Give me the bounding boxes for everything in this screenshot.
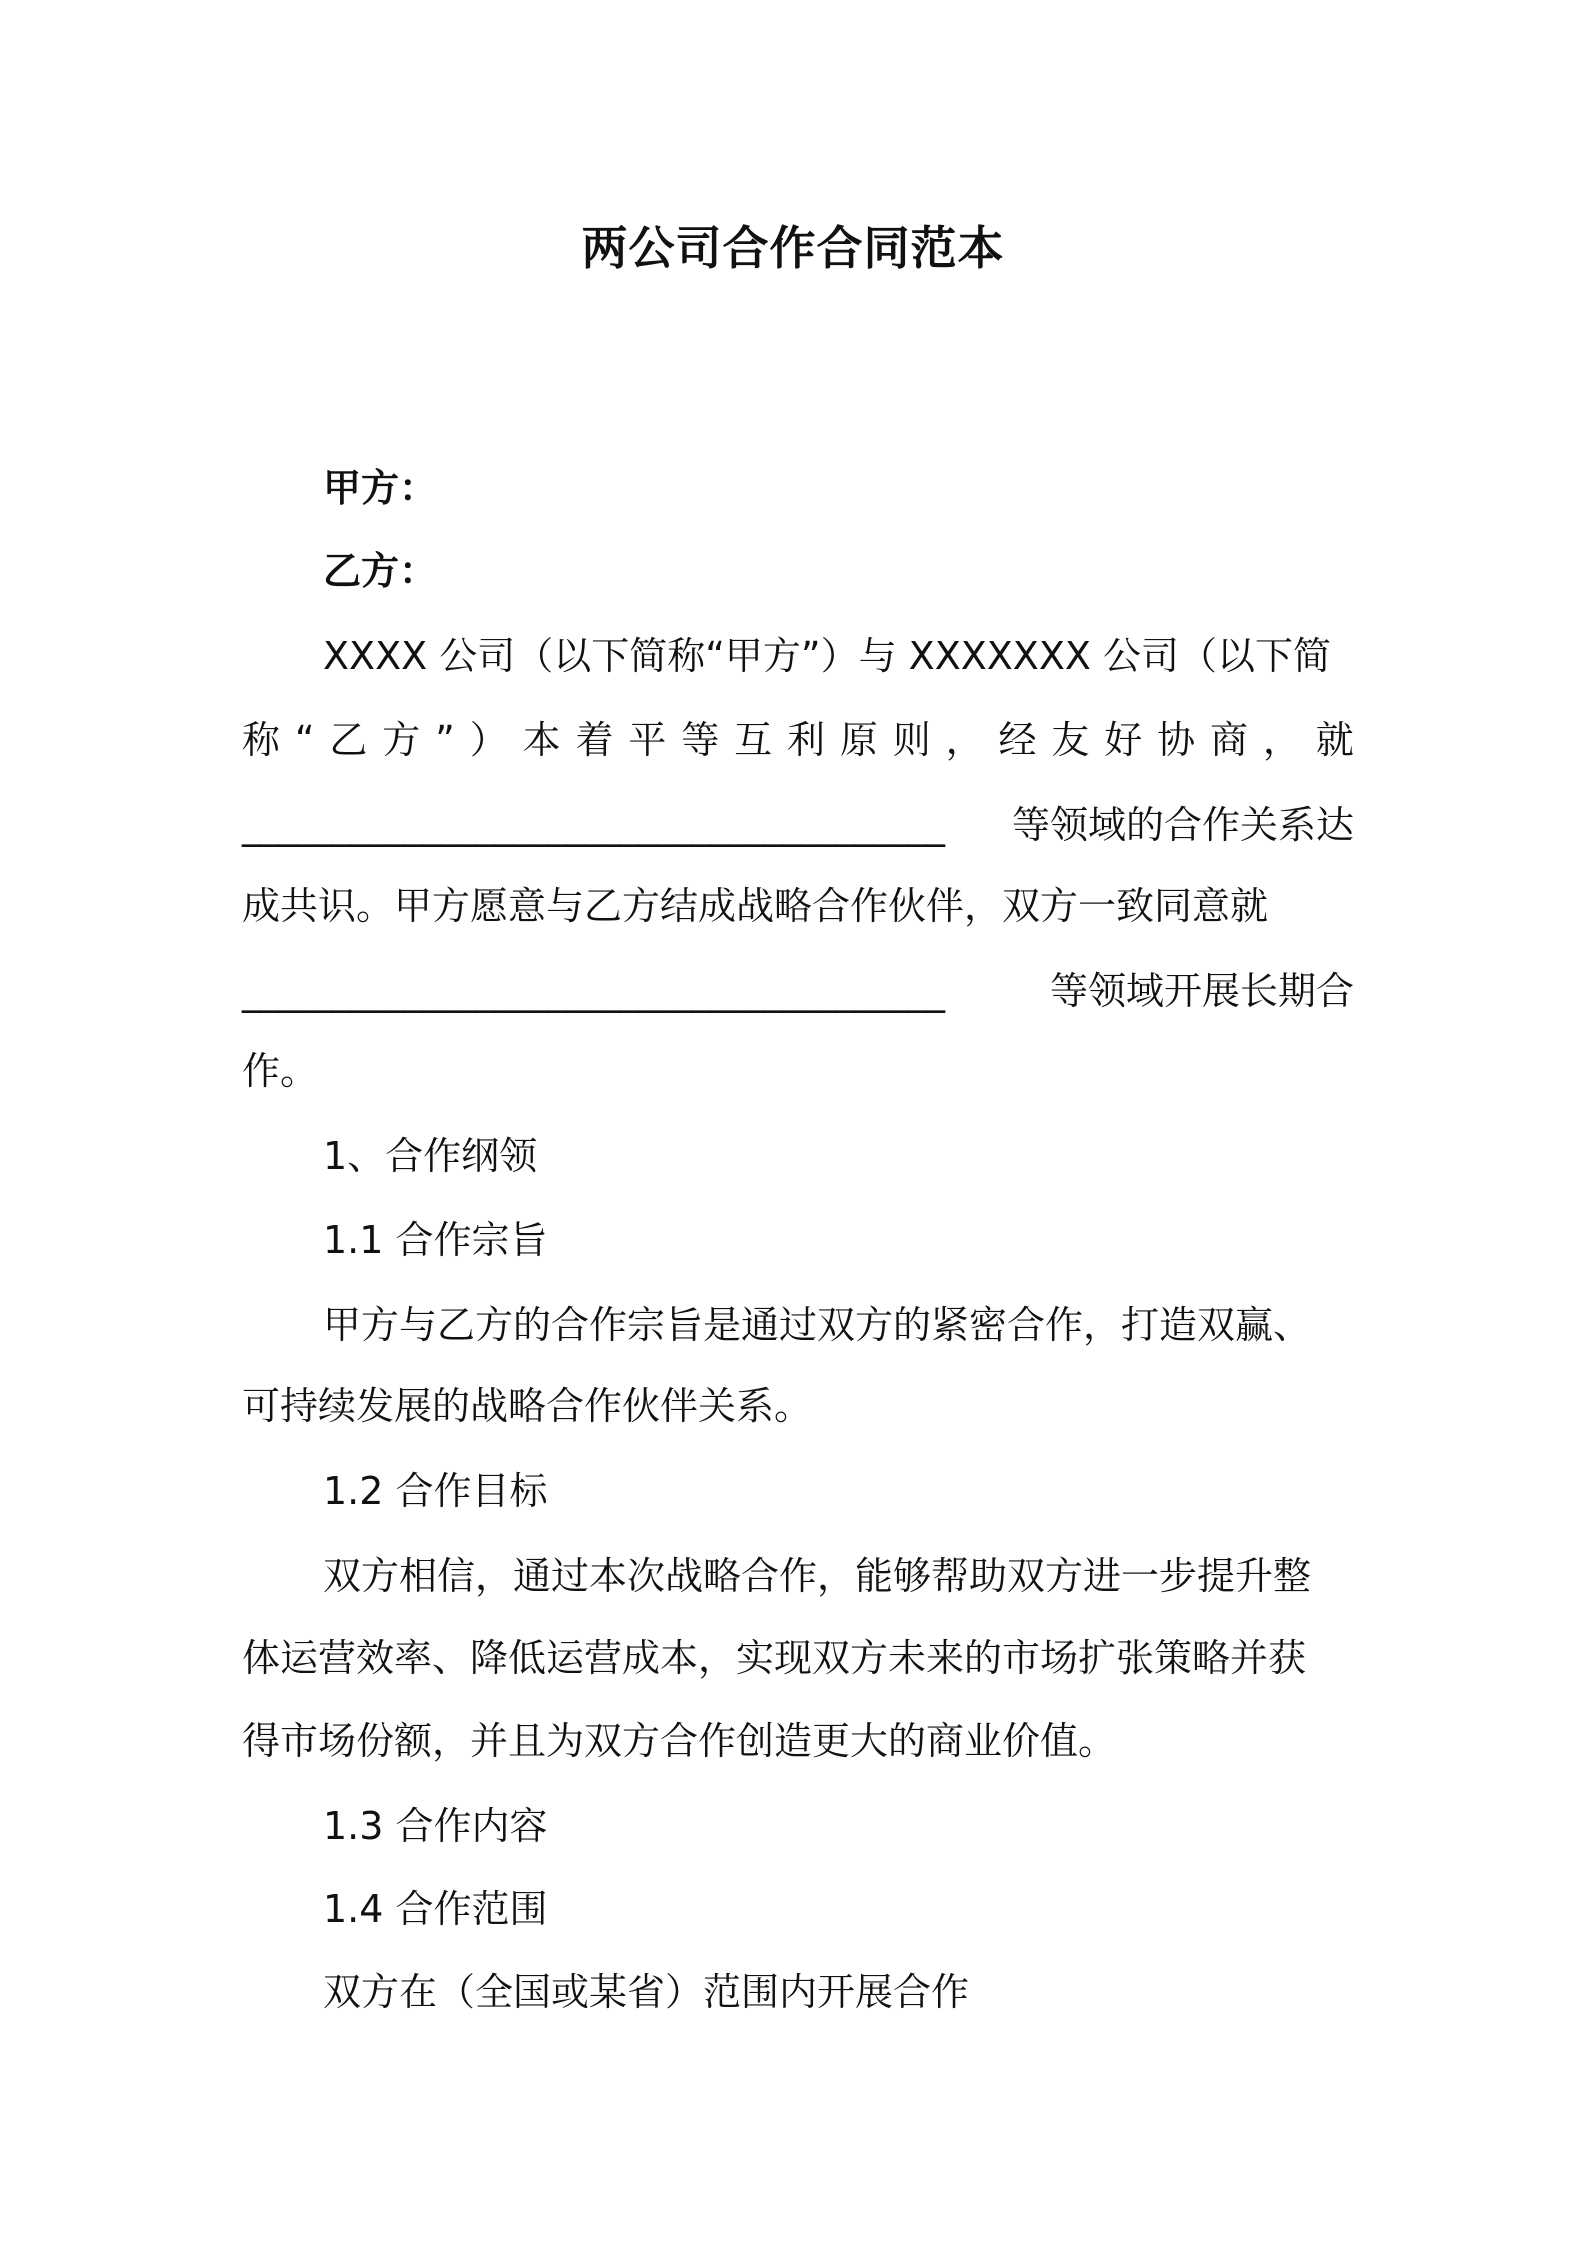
justified-char: 方 bbox=[382, 718, 421, 762]
party-b-label: 乙方： bbox=[323, 549, 438, 593]
justified-char: 平 bbox=[628, 718, 667, 762]
justified-char: 本 bbox=[522, 718, 561, 762]
justified-char: ， bbox=[945, 718, 984, 762]
section-1-1-para-line-1: 甲方与乙方的合作宗旨是通过双方的紧密合作，打造双赢、 bbox=[323, 1303, 1312, 1347]
justified-char: 协 bbox=[1157, 718, 1196, 762]
section-1-2-para-line-1: 双方相信，通过本次战略合作，能够帮助双方进一步提升整 bbox=[323, 1554, 1312, 1598]
section-1-2-heading: 1.2 合作目标 bbox=[323, 1469, 548, 1513]
justified-char: “ bbox=[294, 718, 315, 762]
section-1-1-para-line-2: 可持续发展的战略合作伙伴关系。 bbox=[242, 1384, 813, 1428]
fill-in-blank-1: _______________________________________ bbox=[242, 803, 944, 847]
intro-line-4: 成共识。甲方愿意与乙方结成战略合作伙伴，双方一致同意就 bbox=[242, 884, 1269, 928]
section-1-2-para-line-3: 得市场份额，并且为双方合作创造更大的商业价值。 bbox=[242, 1719, 1117, 1763]
justified-char: 则 bbox=[892, 718, 931, 762]
party-a-label: 甲方： bbox=[323, 466, 438, 510]
document-title: 两公司合作合同范本 bbox=[581, 221, 1005, 275]
justified-char: 就 bbox=[1315, 718, 1354, 762]
intro-line-1: XXXX 公司（以下简称“甲方”）与 XXXXXXX 公司（以下简 bbox=[323, 634, 1331, 678]
justified-char: ” bbox=[435, 718, 455, 762]
justified-char: 等 bbox=[681, 718, 720, 762]
justified-char: 友 bbox=[1051, 718, 1090, 762]
section-1-heading: 1、合作纲领 bbox=[323, 1134, 538, 1178]
justified-char: 好 bbox=[1104, 718, 1143, 762]
justified-char: 原 bbox=[839, 718, 878, 762]
intro-line-5-text: 等领域开展长期合 bbox=[1049, 969, 1354, 1013]
justified-char: 商 bbox=[1209, 718, 1248, 762]
section-1-3-heading: 1.3 合作内容 bbox=[323, 1804, 548, 1848]
section-1-2-para-line-2: 体运营效率、降低运营成本，实现双方未来的市场扩张策略并获 bbox=[242, 1636, 1307, 1680]
fill-in-blank-2: _______________________________________ bbox=[242, 969, 944, 1013]
section-1-1-heading: 1.1 合作宗旨 bbox=[323, 1218, 548, 1262]
justified-char: ） bbox=[469, 718, 508, 762]
section-1-4-para-line-1: 双方在（全国或某省）范围内开展合作 bbox=[323, 1970, 970, 2014]
intro-line-6: 作。 bbox=[242, 1049, 319, 1093]
intro-line-3 bbox=[242, 799, 1354, 851]
justified-char: 乙 bbox=[329, 718, 368, 762]
intro-line-2 bbox=[242, 714, 1354, 766]
justified-char: 称 bbox=[242, 718, 281, 762]
intro-line-3-text: 等领域的合作关系达 bbox=[1011, 803, 1354, 847]
section-1-4-heading: 1.4 合作范围 bbox=[323, 1887, 548, 1931]
intro-line-5 bbox=[242, 965, 1354, 1017]
justified-char: 经 bbox=[998, 718, 1037, 762]
justified-char: 利 bbox=[786, 718, 825, 762]
justified-char: ， bbox=[1262, 718, 1301, 762]
justified-char: 互 bbox=[734, 718, 773, 762]
justified-char: 着 bbox=[575, 718, 614, 762]
